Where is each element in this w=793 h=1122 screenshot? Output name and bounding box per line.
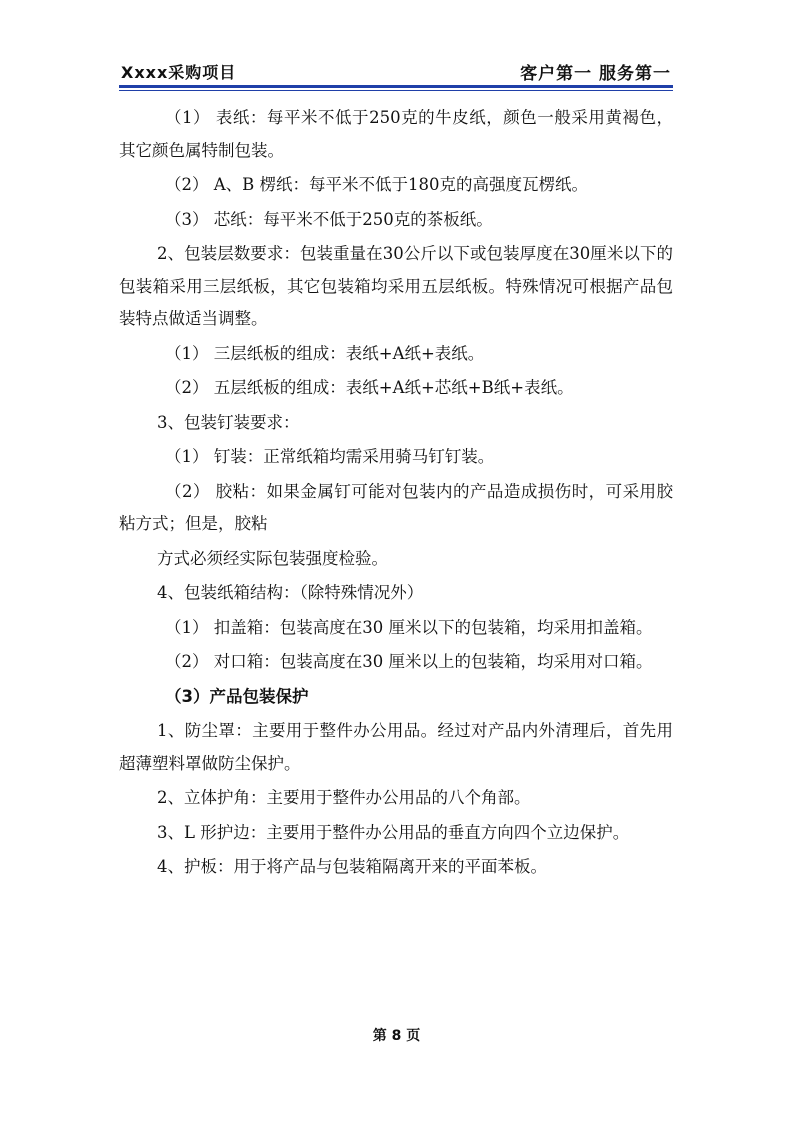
paragraph-corrugated-paper: （2） A、B 楞纸：每平米不低于180克的高强度瓦楞纸。	[165, 175, 589, 194]
paragraph-stapling: （1） 钉装：正常纸箱均需采用骑马钉钉装。	[165, 447, 495, 466]
header-rule-thick	[119, 85, 673, 88]
header-slogan: 客户第一 服务第一	[520, 64, 671, 84]
paragraph-layer-requirements: 2、包装层数要求：包装重量在30公斤以下或包装厚度在30厘米以下的包装箱采用三层纸板，其它包装箱均采用五层纸板。特殊情况可根据产品包装特点做适当调整。	[119, 244, 673, 328]
page-number: 第 8 页	[372, 1028, 421, 1044]
header-project-title: Xxxx采购项目	[121, 63, 237, 82]
paragraph-face-paper: （1） 表纸：每平米不低于250克的牛皮纸，颜色一般采用黄褐色，其它颜色属特制包装。	[119, 108, 673, 160]
paragraph-core-paper: （3） 芯纸：每平米不低于250克的茶板纸。	[165, 209, 493, 229]
paragraph-five-layer: （2） 五层纸板的组成：表纸+A纸+芯纸+B纸+表纸。	[165, 378, 574, 397]
paragraph-gluing-continued: 方式必须经实际包装强度检验。	[157, 548, 388, 568]
paragraph-protective-board: 4、护板：用于将产品与包装箱隔离开来的平面苯板。	[157, 857, 547, 876]
paragraph-binding-requirements: 3、包装钉装要求：	[157, 412, 300, 432]
header-rule-thin	[119, 90, 673, 91]
paragraph-dust-cover: 1、防尘罩：主要用于整件办公用品。经过对产品内外清理后，首先用超薄塑料罩做防尘保护。	[119, 721, 673, 773]
paragraph-butt-box: （2） 对口箱：包装高度在30 厘米以上的包装箱，均采用对口箱。	[165, 652, 653, 671]
paragraph-lid-box: （1） 扣盖箱：包装高度在30 厘米以下的包装箱，均采用扣盖箱。	[165, 617, 653, 637]
section-heading-protection: （3）产品包装保护	[165, 686, 309, 706]
paragraph-box-structure: 4、包装纸箱结构：（除特殊情况外）	[157, 583, 424, 602]
paragraph-three-layer: （1） 三层纸板的组成：表纸+A纸+表纸。	[165, 343, 485, 363]
paragraph-edge-guard: 3、L 形护边：主要用于整件办公用品的垂直方向四个立边保护。	[157, 822, 630, 842]
paragraph-corner-guard: 2、立体护角：主要用于整件办公用品的八个角部。	[157, 788, 531, 807]
page-header	[119, 56, 673, 86]
document-body	[119, 102, 673, 886]
paragraph-gluing: （2） 胶粘：如果金属钉可能对包装内的产品造成损伤时，可采用胶粘方式；但是，胶粘	[119, 481, 673, 533]
